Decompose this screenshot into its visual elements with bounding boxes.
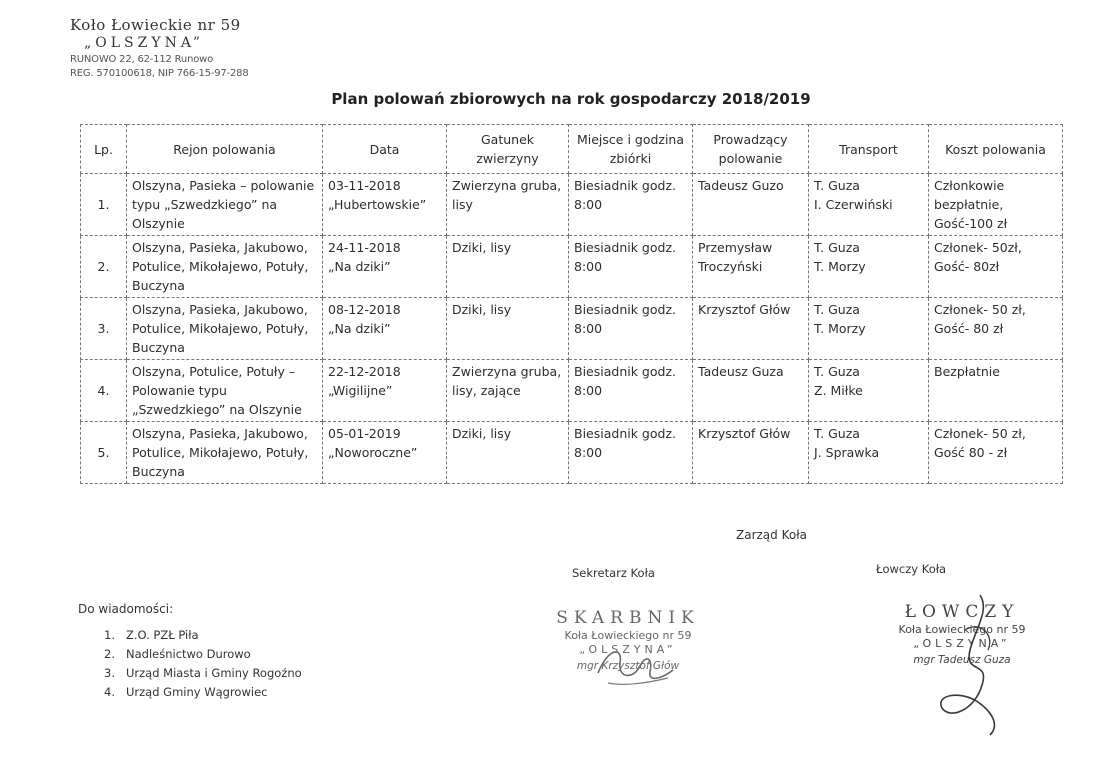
hunt-name: „Na dziki” [328, 259, 391, 274]
cell-leader: Przemysław Troczyński [693, 236, 809, 298]
stamp-line: Koła Łowieckiego nr 59 [898, 623, 1026, 636]
cell-transport [809, 422, 929, 484]
cell-transport [809, 236, 929, 298]
hunter-signature [920, 590, 1040, 740]
header-region: Rejon polowania [127, 125, 323, 174]
list-item: 1. Z.O. PZŁ Piła [104, 628, 199, 642]
cell-date [323, 236, 447, 298]
cell-date [323, 422, 447, 484]
document-title: Plan polowań zbiorowych na rok gospodarczy 2018/2019 [331, 90, 811, 108]
cell-leader: Tadeusz Guza [693, 360, 809, 422]
recipient-name: Urząd Miasta i Gminy Rogoźno [126, 666, 302, 680]
cell-place: Biesiadnik godz. 8:00 [569, 422, 693, 484]
table-header-row [81, 125, 1063, 174]
cell-cost: Członkowie bezpłatnie, Gość-100 zł [929, 174, 1063, 236]
table-row [81, 174, 1063, 236]
distribution-list [104, 628, 302, 704]
cell-region: Olszyna, Pasieka, Jakubowo, Potulice, Mikołajewo, Potuły, Buczyna [127, 422, 323, 484]
org-address: RUNOWO 22, 62-112 Runowo [70, 54, 214, 65]
date-value: 24-11-2018 [328, 240, 401, 255]
cell-date [323, 360, 447, 422]
hunt-name: „Noworoczne” [328, 445, 418, 460]
cell-place: Biesiadnik godz. 8:00 [569, 360, 693, 422]
cell-region: Olszyna, Pasieka – polowanie typu „Szwedzkiego” na Olszynie [127, 174, 323, 236]
date-value: 05-01-2019 [328, 426, 401, 441]
cell-leader: Tadeusz Guzo [693, 174, 809, 236]
stamp-line: Koła Łowieckiego nr 59 [564, 629, 692, 642]
secretary-signature [578, 628, 688, 698]
transport-person: T. Morzy [814, 259, 866, 274]
transport-person: T. Guza [814, 364, 860, 379]
organization-header-stamp [70, 16, 248, 79]
hunting-plan-table [80, 124, 1063, 484]
cell-cost: Członek- 50 zł, Gość- 80 zł [929, 298, 1063, 360]
cell-cost: Członek- 50 zł, Gość 80 - zł [929, 422, 1063, 484]
date-value: 08-12-2018 [328, 302, 401, 317]
cell-date [323, 298, 447, 360]
org-name: Koło Łowieckie nr 59 [70, 16, 241, 34]
list-item: 3. Urząd Miasta i Gminy Rogoźno [104, 666, 302, 680]
cell-lp: 2. [81, 236, 127, 298]
stamp-line: „OLSZYNA” [579, 643, 677, 656]
cell-lp: 1. [81, 174, 127, 236]
cell-region: Olszyna, Pasieka, Jakubowo, Potulice, Mikołajewo, Potuły, Buczyna [127, 298, 323, 360]
list-item: 4. Urząd Gminy Wągrowiec [104, 685, 268, 699]
cell-species: Dziki, lisy [447, 236, 569, 298]
cell-lp: 3. [81, 298, 127, 360]
date-value: 03-11-2018 [328, 178, 401, 193]
secretary-label: Sekretarz Koła [572, 566, 655, 580]
cell-transport [809, 174, 929, 236]
transport-person: I. Czerwiński [814, 197, 893, 212]
org-alias: „OLSZYNA” [84, 35, 205, 51]
header-place: Miejsce i godzina zbiórki [569, 125, 693, 174]
cell-place: Biesiadnik godz. 8:00 [569, 298, 693, 360]
date-value: 22-12-2018 [328, 364, 401, 379]
cell-species: Zwierzyna gruba, lisy, zające [447, 360, 569, 422]
cell-transport [809, 298, 929, 360]
table-row [81, 236, 1063, 298]
hunt-name: „Hubertowskie” [328, 197, 427, 212]
cell-species: Zwierzyna gruba, lisy [447, 174, 569, 236]
header-transport: Transport [809, 125, 929, 174]
cell-species: Dziki, lisy [447, 298, 569, 360]
transport-person: T. Guza [814, 178, 860, 193]
list-item: 2. Nadleśnictwo Durowo [104, 647, 251, 661]
cell-region: Olszyna, Potulice, Potuły – Polowanie typu „Szwedzkiego” na Olszynie [127, 360, 323, 422]
stamp-line: „OLSZYNA” [913, 637, 1011, 650]
header-date: Data [323, 125, 447, 174]
cell-place: Biesiadnik godz. 8:00 [569, 174, 693, 236]
cell-lp: 5. [81, 422, 127, 484]
cell-leader: Krzysztof Głów [693, 298, 809, 360]
transport-person: T. Morzy [814, 321, 866, 336]
cell-leader: Krzysztof Głów [693, 422, 809, 484]
cell-cost: Bezpłatnie [929, 360, 1063, 422]
cell-lp: 4. [81, 360, 127, 422]
header-cost: Koszt polowania [929, 125, 1063, 174]
transport-person: T. Guza [814, 302, 860, 317]
hunt-name: „Na dziki” [328, 321, 391, 336]
transport-person: T. Guza [814, 240, 860, 255]
cell-date [323, 174, 447, 236]
stamp-name: mgr Tadeusz Guza [913, 654, 1011, 666]
header-species: Gatunek zwierzyny [447, 125, 569, 174]
stamp-name: mgr Krzysztof Głów [576, 660, 680, 672]
stamp-title: SKARBNIK [556, 608, 700, 628]
org-registry: REG. 570100618, NIP 766-15-97-288 [70, 68, 249, 79]
recipient-name: Z.O. PZŁ Piła [126, 628, 199, 642]
board-title: Zarząd Koła [736, 528, 807, 542]
distribution-label: Do wiadomości: [78, 602, 174, 616]
transport-person: J. Sprawka [814, 445, 880, 460]
hunt-name: „Wigilijne” [328, 383, 393, 398]
cell-place: Biesiadnik godz. 8:00 [569, 236, 693, 298]
hunter-label: Łowczy Koła [876, 562, 947, 576]
cell-cost: Członek- 50zł, Gość- 80zł [929, 236, 1063, 298]
table-row [81, 360, 1063, 422]
cell-species: Dziki, lisy [447, 422, 569, 484]
header-leader: Prowadzący polowanie [693, 125, 809, 174]
recipient-name: Urząd Gminy Wągrowiec [126, 685, 268, 699]
table-row [81, 298, 1063, 360]
transport-person: T. Guza [814, 426, 860, 441]
transport-person: Z. Miłke [814, 383, 863, 398]
cell-transport [809, 360, 929, 422]
recipient-name: Nadleśnictwo Durowo [126, 647, 251, 661]
header-lp: Lp. [81, 125, 127, 174]
table-row [81, 422, 1063, 484]
cell-region: Olszyna, Pasieka, Jakubowo, Potulice, Mikołajewo, Potuły, Buczyna [127, 236, 323, 298]
stamp-title: ŁOWCZY [904, 602, 1020, 622]
